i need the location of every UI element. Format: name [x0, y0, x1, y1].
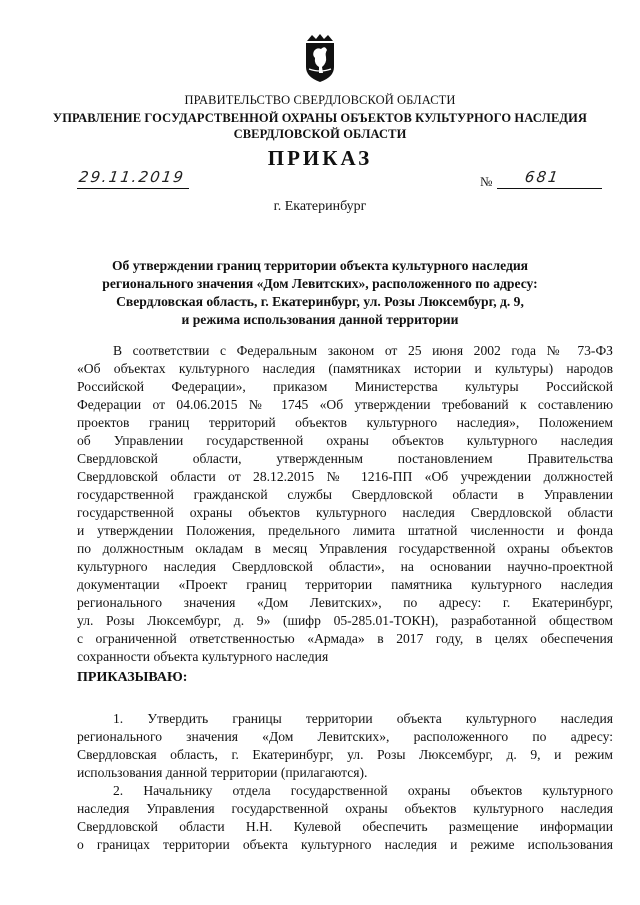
preamble-line: проектов границ территорий объектов культурного наследия», Положением	[77, 415, 613, 430]
document-type-title: ПРИКАЗ	[267, 146, 373, 170]
order-directive-heading: ПРИКАЗЫВАЮ:	[77, 670, 188, 685]
preamble-line: об Управлении государственной охраны объектов культурного наследия	[77, 433, 613, 448]
preamble-line: по должностным окладам в месяц Управления государственной охраны объектов	[77, 541, 613, 556]
order-number-label: №	[480, 174, 493, 189]
subject-line: и режима использования данной территории	[181, 312, 459, 327]
order-item-line: наследия Управления государственной охраны объектов культурного наследия	[77, 801, 613, 816]
preamble-line: Свердловской области, утвержденным постановлением Правительства	[77, 451, 613, 466]
department-name-line1: УПРАВЛЕНИЕ ГОСУДАРСТВЕННОЙ ОХРАНЫ ОБЪЕКТОВ КУЛЬТУРНОГО НАСЛЕДИЯ	[52, 111, 588, 125]
order-number-field	[497, 170, 602, 189]
subject-line: Об утверждении границ территории объекта культурного наследия	[111, 258, 529, 273]
sverdlovsk-coat-of-arms-icon	[303, 33, 337, 83]
order-item-line: 2. Начальнику отдела государственной охраны объектов культурного	[113, 783, 613, 798]
subject-line: Свердловская область, г. Екатеринбург, ул. Розы Люксембург, д. 9,	[116, 294, 524, 309]
subject-line: регионального значения «Дом Левитских», расположенного по адресу:	[102, 276, 538, 291]
preamble-line: с ограниченной ответственностью «Армада» в 2017 году, в целях обеспечения	[77, 631, 613, 646]
preamble-line: Свердловской области от 28.12.2015 № 1216-ПП «Об учреждении должностей	[77, 469, 613, 484]
order-number: 681	[523, 168, 561, 186]
order-item-line: Свердловской области Н.Н. Кулевой обеспечить размещение информации	[77, 819, 613, 834]
order-date: 29.11.2019	[77, 168, 187, 186]
preamble-line: сохранности объекта культурного наследия	[77, 649, 329, 664]
preamble-line: «Об объектах культурного наследия (памятниках истории и культуры) народов	[77, 361, 613, 376]
preamble-line: государственной охраны объектов культурного наследия Свердловской области	[77, 505, 613, 520]
order-item-line: о границах территории объекта культурного наследия и режиме использования	[77, 837, 613, 852]
preamble-line: культурного наследия Свердловской области», на основании научно-проектной	[77, 559, 613, 574]
order-item-line: Свердловская область, г. Екатеринбург, ул. Розы Люксембург, д. 9, и режим	[77, 747, 613, 762]
preamble-line: Федерации от 04.06.2015 № 1745 «Об утверждении требований к составлению	[77, 397, 613, 412]
order-date-field	[77, 170, 189, 189]
preamble-line: государственной гражданской службы Свердловской области в Управлении	[77, 487, 613, 502]
preamble-line: Российской Федерации», приказом Министерства культуры Российской	[77, 379, 613, 394]
order-item-line: использования данной территории (прилагаются).	[77, 765, 368, 780]
preamble-line: регионального значения «Дом Левитских», по адресу: г. Екатеринбург,	[77, 595, 613, 610]
preamble-line: документации «Проект границ территории памятника культурного наследия	[77, 577, 613, 592]
department-name-line2: СВЕРДЛОВСКОЙ ОБЛАСТИ	[233, 127, 407, 141]
preamble-line: ул. Розы Люксембург, д. 9» (шифр 05-285.01-ТОКН), разработанной обществом	[77, 613, 613, 628]
city: г. Екатеринбург	[273, 199, 367, 214]
preamble-line: В соответствии с Федеральным законом от 25 июня 2002 года № 73-ФЗ	[113, 343, 613, 358]
order-item-line: 1. Утвердить границы территории объекта культурного наследия	[113, 711, 613, 726]
order-item-line: регионального значения «Дом Левитских», расположенного по адресу:	[77, 729, 613, 744]
preamble-line: и утверждении Положения, предельного лимита штатной численности и фонда	[77, 523, 613, 538]
government-name: ПРАВИТЕЛЬСТВО СВЕРДЛОВСКОЙ ОБЛАСТИ	[184, 93, 456, 107]
